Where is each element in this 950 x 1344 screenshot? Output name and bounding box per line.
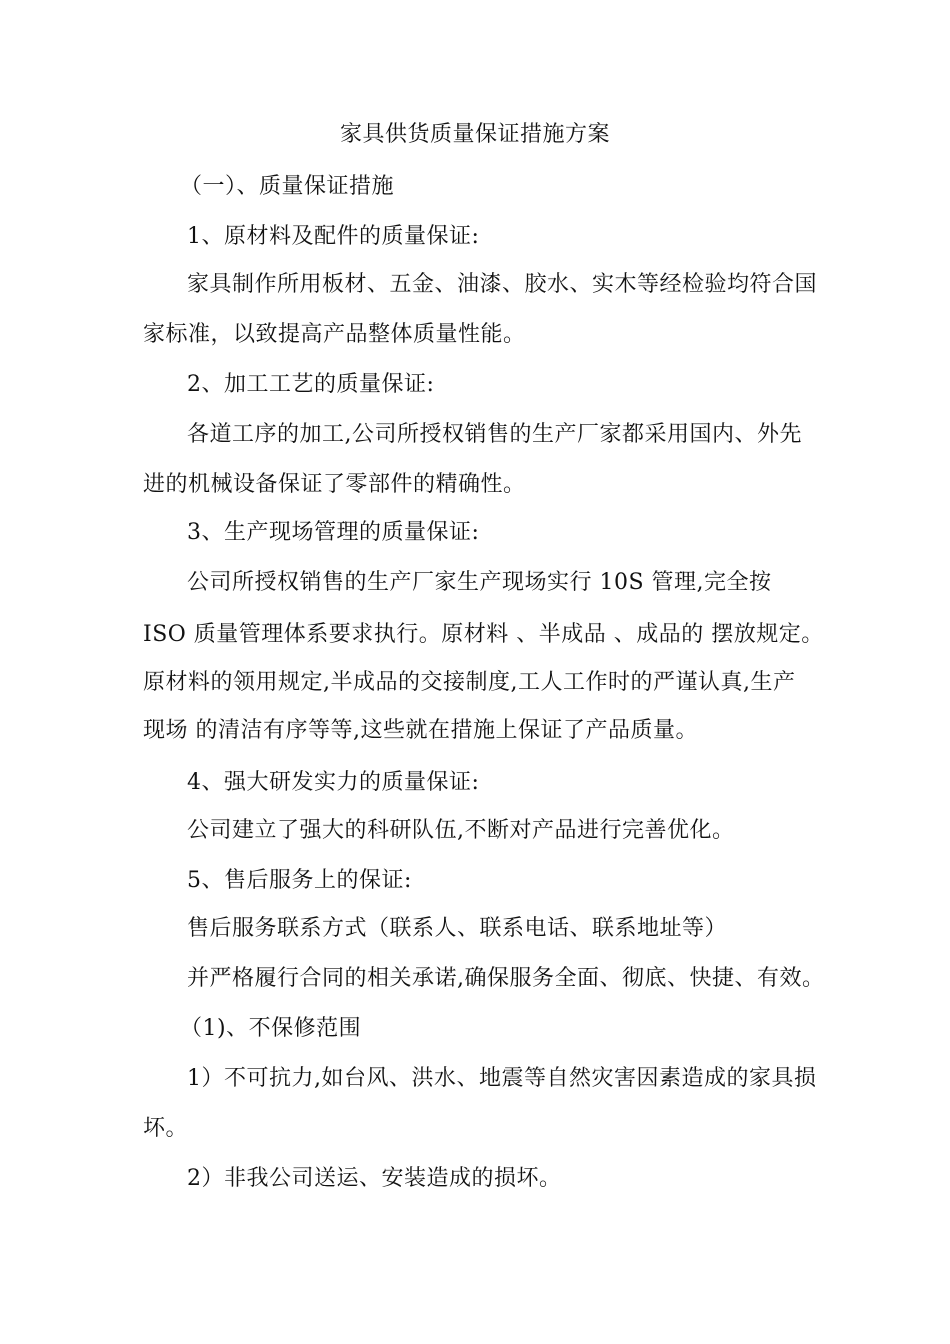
item4-heading: 4、强大研发实力的质量保证: bbox=[187, 770, 480, 795]
section-heading: （一）、质量保证措施 bbox=[180, 174, 395, 199]
item1-body-line: 家具制作所用板材、五金、油漆、胶水、实木等经检验均符合国 bbox=[187, 272, 818, 297]
exclusion-line: 2）非我公司送运、安装造成的损坏。 bbox=[187, 1166, 562, 1191]
item3-heading: 3、生产现场管理的质量保证: bbox=[187, 520, 480, 545]
exclusion-line: 1）不可抗力,如台风、洪水、地震等自然灾害因素造成的家具损 bbox=[187, 1066, 817, 1091]
item3-body-line: ISO 质量管理体系要求执行。原材料 、半成品 、成品的 摆放规定。 bbox=[143, 622, 824, 647]
item5-body-line: 并严格履行合同的相关承诺,确保服务全面、彻底、快捷、有效。 bbox=[187, 966, 825, 991]
item4-body-line: 公司建立了强大的科研队伍,不断对产品进行完善优化。 bbox=[187, 818, 735, 843]
item2-heading: 2、加工工艺的质量保证: bbox=[187, 372, 435, 397]
item3-body-line: 公司所授权销售的生产厂家生产现场实行 10S 管理,完全按 bbox=[187, 570, 772, 595]
exclusion-line: 坏。 bbox=[143, 1116, 189, 1141]
item5-heading: 5、售后服务上的保证: bbox=[187, 868, 412, 893]
item1-heading: 1、原材料及配件的质量保证: bbox=[187, 224, 480, 249]
item2-body-line: 各道工序的加工,公司所授权销售的生产厂家都采用国内、外先 bbox=[187, 422, 802, 447]
subsection-heading: （1)、不保修范围 bbox=[180, 1016, 362, 1041]
item3-body-line: 原材料的领用规定,半成品的交接制度,工人工作时的严谨认真,生产 bbox=[143, 670, 796, 695]
item3-body-line: 现场 的清洁有序等等,这些就在措施上保证了产品质量。 bbox=[143, 718, 698, 743]
document-title: 家具供货质量保证措施方案 bbox=[339, 122, 610, 147]
item5-body-line: 售后服务联系方式（联系人、联系电话、联系地址等） bbox=[187, 916, 728, 941]
item1-body-line: 家标准，以致提高产品整体质量性能。 bbox=[143, 322, 526, 347]
item2-body-line: 进的机械设备保证了零部件的精确性。 bbox=[143, 472, 526, 497]
